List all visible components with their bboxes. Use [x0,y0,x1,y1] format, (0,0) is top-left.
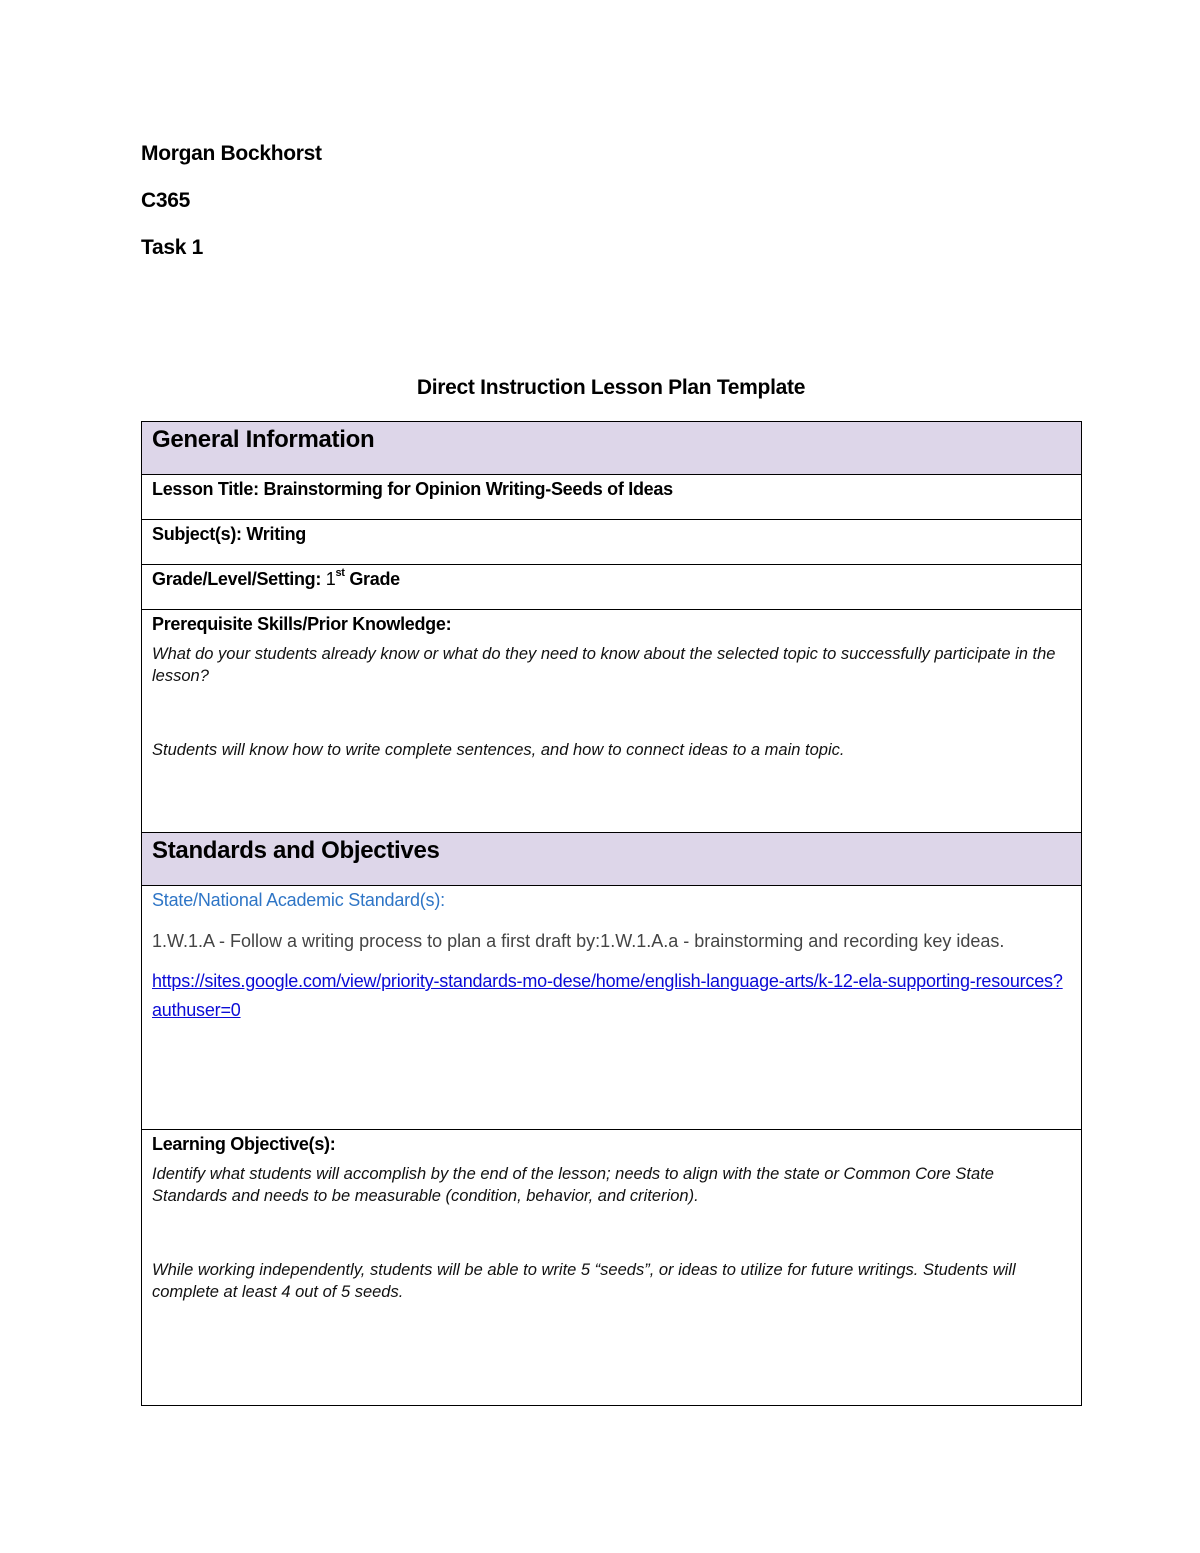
task-label: Task 1 [141,236,204,259]
grade-suffix: st [335,567,345,579]
lesson-title-row [142,475,1082,520]
standard-text: 1.W.1.A - Follow a writing process to plan a first draft by:1.W.1.A.a - brainstorming and recording key ideas. [152,931,1005,951]
standards-objectives-heading: Standards and Objectives [152,837,440,864]
grade-number: 1 [325,569,336,589]
prerequisite-cell [142,610,1082,833]
learning-objectives-row [142,1130,1082,1406]
general-information-header [142,422,1082,475]
standards-objectives-header [142,833,1082,886]
prerequisite-prompt: What do your students already know or what do they need to know about the selected topic to successfully participate in the lesson? [152,645,1056,685]
lesson-plan-table [141,421,1082,1406]
prerequisite-answer: Students will know how to write complete sentences, and how to connect ideas to a main topic. [152,741,845,759]
course-code: C365 [141,189,191,212]
subjects-cell [142,520,1082,565]
standard-link[interactable]: https://sites.google.com/view/priority-standards-mo-dese/home/english-language-arts/k-12-ela-supporting-resources?authuser=0 [152,971,1063,1020]
grade-cell [142,565,1082,610]
subjects-value: Writing [246,524,306,544]
document-title: Direct Instruction Lesson Plan Template [416,376,806,399]
subjects-label: Subject(s): [152,524,242,544]
standard-label: State/National Academic Standard(s): [152,890,445,910]
prerequisite-label: Prerequisite Skills/Prior Knowledge: [152,614,452,634]
grade-word: Grade [349,569,400,589]
lesson-title-field [152,475,1071,500]
grade-label: Grade/Level/Setting: [152,569,322,589]
lesson-title-label: Lesson Title: [152,479,259,499]
standards-objectives-header-row [142,833,1082,886]
prerequisite-row [142,610,1082,833]
lesson-title-cell [142,475,1082,520]
lesson-title-value: Brainstorming for Opinion Writing-Seeds of Ideas [263,479,673,499]
general-information-header-row [142,422,1082,475]
grade-field [152,565,1071,590]
author-name: Morgan Bockhorst [141,142,322,165]
learning-objectives-prompt: Identify what students will accomplish by the end of the lesson; needs to align with the state or Common Core State Standards and needs to be measurable (condition, behavior, and criterion). [152,1165,994,1205]
subjects-field [152,520,1071,545]
subjects-row [142,520,1082,565]
standards-cell [142,886,1082,1130]
standards-row [142,886,1082,1130]
learning-objectives-label: Learning Objective(s): [152,1134,336,1154]
general-information-heading: General Information [152,426,375,453]
learning-objectives-answer: While working independently, students will be able to write 5 “seeds”, or ideas to utilize for future writings. Students will complete at least 4 out of 5 seeds. [152,1261,1016,1301]
grade-row [142,565,1082,610]
learning-objectives-cell [142,1130,1082,1406]
